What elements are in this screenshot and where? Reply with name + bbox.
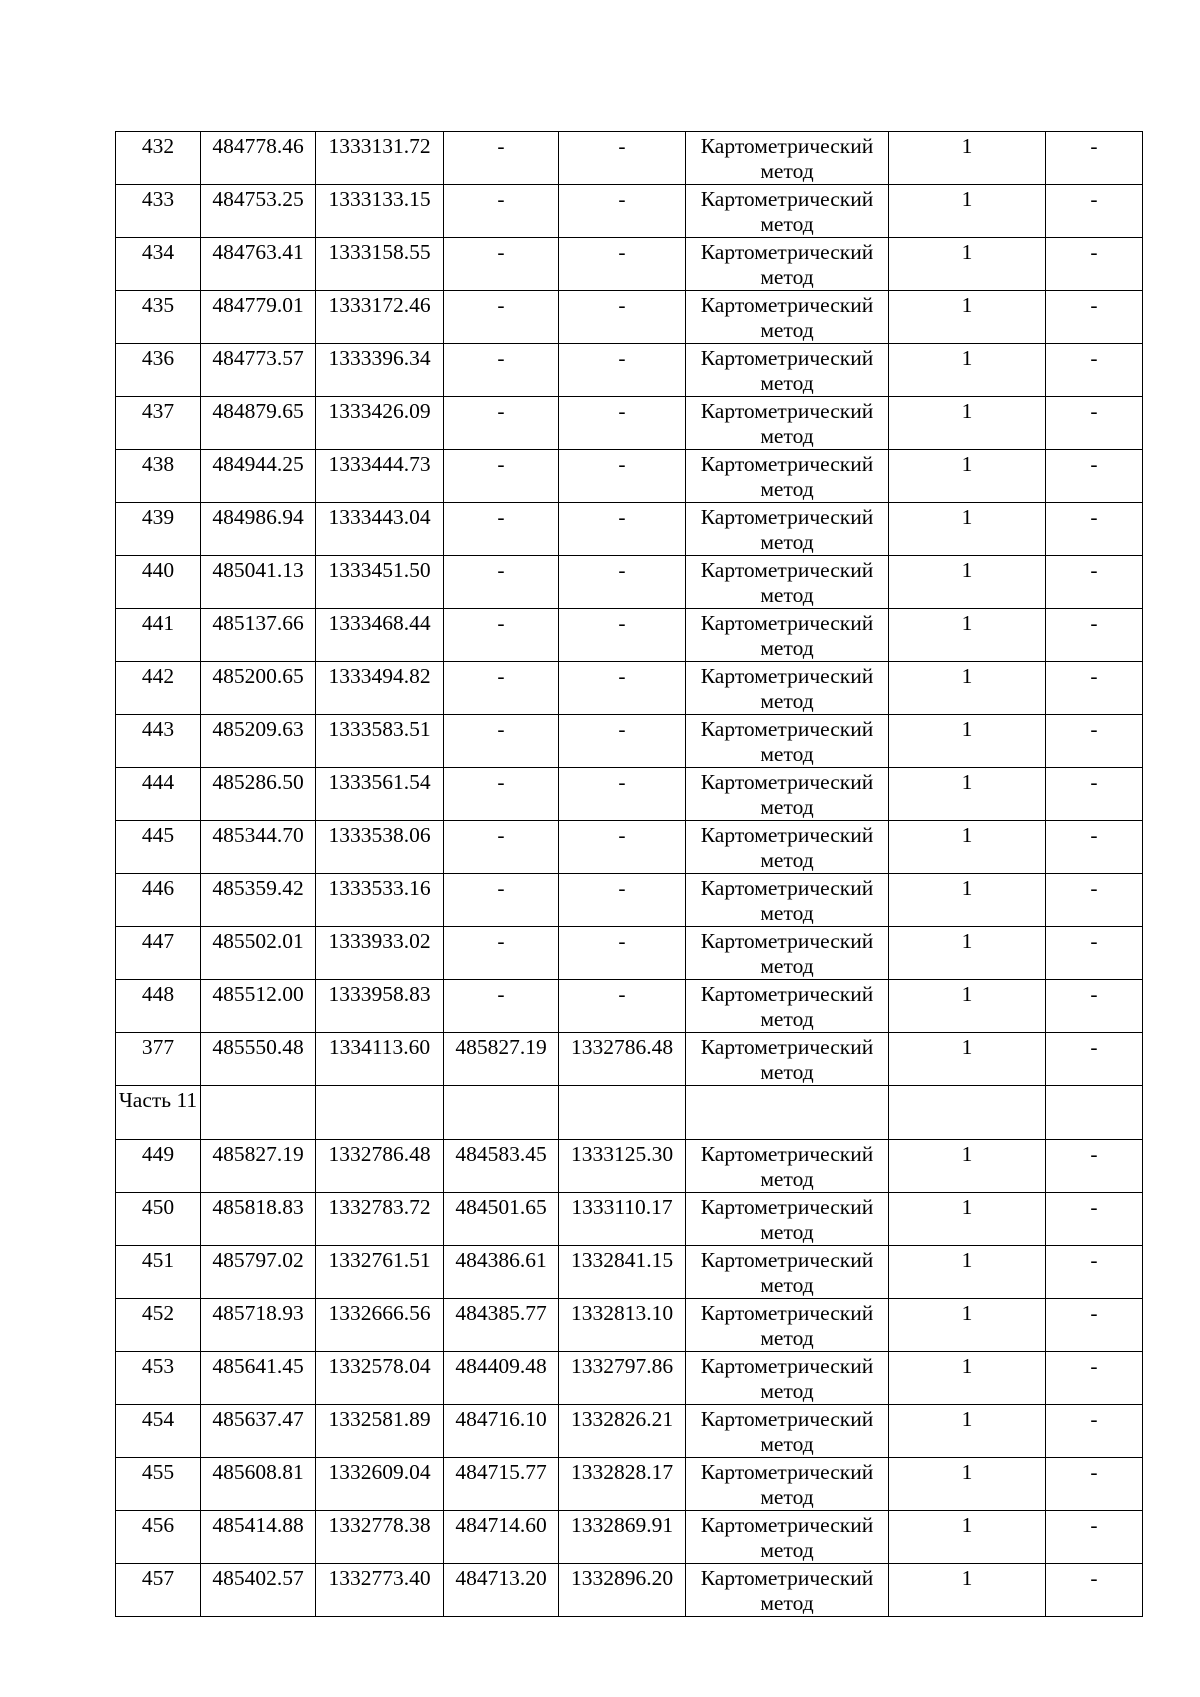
x-coordinate-cell: 485137.66: [201, 609, 316, 662]
part-header-row: [116, 1086, 1143, 1140]
description-cell: -: [1046, 768, 1143, 821]
point-number-cell: 436: [116, 344, 201, 397]
description-cell: -: [1046, 450, 1143, 503]
description-cell: -: [1046, 1564, 1143, 1617]
accuracy-cell: 1: [889, 344, 1046, 397]
method-cell: Картометрический метод: [686, 238, 889, 291]
table-row: [116, 397, 1143, 450]
method-cell: Картометрический метод: [686, 397, 889, 450]
table-row: [116, 662, 1143, 715]
y-coordinate-cell: 1333538.06: [316, 821, 444, 874]
point-number-cell: 455: [116, 1458, 201, 1511]
point-number-cell: 432: [116, 132, 201, 185]
accuracy-cell: 1: [889, 1352, 1046, 1405]
accuracy-cell: 1: [889, 503, 1046, 556]
y-coordinate-cell: 1333158.55: [316, 238, 444, 291]
x-coordinate-cell: 484779.01: [201, 291, 316, 344]
part-title-cell: Часть 11: [116, 1086, 201, 1140]
method-cell: Картометрический метод: [686, 344, 889, 397]
method-cell: Картометрический метод: [686, 185, 889, 238]
y-coordinate-cell: 1332761.51: [316, 1246, 444, 1299]
method-cell: Картометрический метод: [686, 1352, 889, 1405]
table-row: [116, 1564, 1143, 1617]
accuracy-cell: 1: [889, 1033, 1046, 1086]
method-cell: Картометрический метод: [686, 1033, 889, 1086]
accuracy-cell: 1: [889, 238, 1046, 291]
description-cell: -: [1046, 821, 1143, 874]
x-old-coordinate-cell: 484714.60: [444, 1511, 559, 1564]
point-number-cell: 457: [116, 1564, 201, 1617]
description-cell: -: [1046, 1140, 1143, 1193]
point-number-cell: 449: [116, 1140, 201, 1193]
accuracy-cell: 1: [889, 1458, 1046, 1511]
method-cell: Картометрический метод: [686, 132, 889, 185]
description-cell: -: [1046, 1246, 1143, 1299]
y-old-coordinate-cell: 1332786.48: [559, 1033, 686, 1086]
point-number-cell: 446: [116, 874, 201, 927]
method-cell: Картометрический метод: [686, 715, 889, 768]
accuracy-cell: 1: [889, 1246, 1046, 1299]
description-cell: -: [1046, 1352, 1143, 1405]
x-old-coordinate-cell: -: [444, 715, 559, 768]
table-row: [116, 768, 1143, 821]
x-coordinate-cell: 485827.19: [201, 1140, 316, 1193]
description-cell: -: [1046, 185, 1143, 238]
accuracy-cell: 1: [889, 927, 1046, 980]
y-coordinate-cell: 1332578.04: [316, 1352, 444, 1405]
table-row: [116, 1405, 1143, 1458]
y-old-coordinate-cell: -: [559, 344, 686, 397]
method-cell: Картометрический метод: [686, 609, 889, 662]
y-old-coordinate-cell: -: [559, 132, 686, 185]
point-number-cell: 435: [116, 291, 201, 344]
table-row: [116, 1299, 1143, 1352]
x-coordinate-cell: 484753.25: [201, 185, 316, 238]
y-coordinate-cell: 1332609.04: [316, 1458, 444, 1511]
y-coordinate-cell: 1333533.16: [316, 874, 444, 927]
description-cell: -: [1046, 715, 1143, 768]
x-coordinate-cell: 485718.93: [201, 1299, 316, 1352]
x-old-coordinate-cell: -: [444, 768, 559, 821]
accuracy-cell: 1: [889, 1299, 1046, 1352]
y-old-coordinate-cell: -: [559, 927, 686, 980]
y-old-coordinate-cell: -: [559, 503, 686, 556]
y-old-coordinate-cell: 1333110.17: [559, 1193, 686, 1246]
point-number-cell: 443: [116, 715, 201, 768]
method-cell: Картометрический метод: [686, 1405, 889, 1458]
y-old-coordinate-cell: 1332826.21: [559, 1405, 686, 1458]
accuracy-cell: 1: [889, 768, 1046, 821]
x-old-coordinate-cell: 484386.61: [444, 1246, 559, 1299]
x-coordinate-cell: 485200.65: [201, 662, 316, 715]
method-cell: Картометрический метод: [686, 874, 889, 927]
y-coordinate-cell: 1333958.83: [316, 980, 444, 1033]
method-cell: Картометрический метод: [686, 821, 889, 874]
table-row: [116, 1511, 1143, 1564]
y-old-coordinate-cell: 1332828.17: [559, 1458, 686, 1511]
y-coordinate-cell: 1333131.72: [316, 132, 444, 185]
x-coordinate-cell: 484763.41: [201, 238, 316, 291]
accuracy-cell: 1: [889, 556, 1046, 609]
accuracy-cell: 1: [889, 662, 1046, 715]
description-cell: -: [1046, 556, 1143, 609]
point-number-cell: 452: [116, 1299, 201, 1352]
x-old-coordinate-cell: 484583.45: [444, 1140, 559, 1193]
y-old-coordinate-cell: 1333125.30: [559, 1140, 686, 1193]
y-coordinate-cell: 1333133.15: [316, 185, 444, 238]
empty-cell: [889, 1086, 1046, 1140]
x-coordinate-cell: 485209.63: [201, 715, 316, 768]
coordinates-table: [115, 131, 1143, 1617]
description-cell: -: [1046, 980, 1143, 1033]
table-row: [116, 1033, 1143, 1086]
empty-cell: [444, 1086, 559, 1140]
y-old-coordinate-cell: -: [559, 662, 686, 715]
point-number-cell: 444: [116, 768, 201, 821]
point-number-cell: 437: [116, 397, 201, 450]
y-coordinate-cell: 1332778.38: [316, 1511, 444, 1564]
table-row: [116, 1193, 1143, 1246]
x-old-coordinate-cell: -: [444, 874, 559, 927]
empty-cell: [316, 1086, 444, 1140]
method-cell: Картометрический метод: [686, 1458, 889, 1511]
x-old-coordinate-cell: -: [444, 450, 559, 503]
table-row: [116, 874, 1143, 927]
x-coordinate-cell: 485502.01: [201, 927, 316, 980]
table-row: [116, 291, 1143, 344]
y-old-coordinate-cell: -: [559, 185, 686, 238]
description-cell: -: [1046, 1033, 1143, 1086]
x-old-coordinate-cell: -: [444, 132, 559, 185]
description-cell: -: [1046, 874, 1143, 927]
y-old-coordinate-cell: -: [559, 821, 686, 874]
x-coordinate-cell: 485550.48: [201, 1033, 316, 1086]
x-coordinate-cell: 485641.45: [201, 1352, 316, 1405]
x-coordinate-cell: 484944.25: [201, 450, 316, 503]
y-coordinate-cell: 1333172.46: [316, 291, 444, 344]
accuracy-cell: 1: [889, 450, 1046, 503]
empty-cell: [559, 1086, 686, 1140]
table-row: [116, 715, 1143, 768]
x-old-coordinate-cell: 484713.20: [444, 1564, 559, 1617]
method-cell: Картометрический метод: [686, 1140, 889, 1193]
table-row: [116, 1352, 1143, 1405]
point-number-cell: 440: [116, 556, 201, 609]
y-coordinate-cell: 1333444.73: [316, 450, 444, 503]
method-cell: Картометрический метод: [686, 768, 889, 821]
y-old-coordinate-cell: 1332813.10: [559, 1299, 686, 1352]
y-coordinate-cell: 1334113.60: [316, 1033, 444, 1086]
point-number-cell: 453: [116, 1352, 201, 1405]
description-cell: -: [1046, 1511, 1143, 1564]
y-coordinate-cell: 1333396.34: [316, 344, 444, 397]
accuracy-cell: 1: [889, 1511, 1046, 1564]
x-coordinate-cell: 485512.00: [201, 980, 316, 1033]
accuracy-cell: 1: [889, 1193, 1046, 1246]
point-number-cell: 439: [116, 503, 201, 556]
y-coordinate-cell: 1333494.82: [316, 662, 444, 715]
x-coordinate-cell: 485637.47: [201, 1405, 316, 1458]
point-number-cell: 454: [116, 1405, 201, 1458]
x-old-coordinate-cell: 484716.10: [444, 1405, 559, 1458]
y-old-coordinate-cell: 1332841.15: [559, 1246, 686, 1299]
x-old-coordinate-cell: -: [444, 609, 559, 662]
x-coordinate-cell: 484986.94: [201, 503, 316, 556]
table-row: [116, 609, 1143, 662]
method-cell: Картометрический метод: [686, 450, 889, 503]
method-cell: Картометрический метод: [686, 556, 889, 609]
table-row: [116, 185, 1143, 238]
x-coordinate-cell: 485402.57: [201, 1564, 316, 1617]
empty-cell: [201, 1086, 316, 1140]
method-cell: Картометрический метод: [686, 503, 889, 556]
x-coordinate-cell: 485344.70: [201, 821, 316, 874]
description-cell: -: [1046, 238, 1143, 291]
y-old-coordinate-cell: -: [559, 715, 686, 768]
y-old-coordinate-cell: -: [559, 874, 686, 927]
x-old-coordinate-cell: 485827.19: [444, 1033, 559, 1086]
x-coordinate-cell: 484773.57: [201, 344, 316, 397]
y-old-coordinate-cell: 1332797.86: [559, 1352, 686, 1405]
x-old-coordinate-cell: -: [444, 344, 559, 397]
description-cell: -: [1046, 344, 1143, 397]
point-number-cell: 438: [116, 450, 201, 503]
table-row: [116, 238, 1143, 291]
x-coordinate-cell: 484778.46: [201, 132, 316, 185]
accuracy-cell: 1: [889, 291, 1046, 344]
method-cell: Картометрический метод: [686, 980, 889, 1033]
table-row: [116, 450, 1143, 503]
y-coordinate-cell: 1332581.89: [316, 1405, 444, 1458]
point-number-cell: 450: [116, 1193, 201, 1246]
method-cell: Картометрический метод: [686, 662, 889, 715]
empty-cell: [686, 1086, 889, 1140]
x-coordinate-cell: 485041.13: [201, 556, 316, 609]
method-cell: Картометрический метод: [686, 1564, 889, 1617]
description-cell: -: [1046, 503, 1143, 556]
x-coordinate-cell: 484879.65: [201, 397, 316, 450]
table-row: [116, 556, 1143, 609]
y-coordinate-cell: 1333443.04: [316, 503, 444, 556]
x-old-coordinate-cell: -: [444, 185, 559, 238]
table-row: [116, 344, 1143, 397]
accuracy-cell: 1: [889, 715, 1046, 768]
x-old-coordinate-cell: -: [444, 397, 559, 450]
y-old-coordinate-cell: -: [559, 980, 686, 1033]
description-cell: -: [1046, 132, 1143, 185]
table-row: [116, 503, 1143, 556]
point-number-cell: 442: [116, 662, 201, 715]
x-coordinate-cell: 485608.81: [201, 1458, 316, 1511]
description-cell: -: [1046, 1458, 1143, 1511]
table-row: [116, 980, 1143, 1033]
accuracy-cell: 1: [889, 397, 1046, 450]
x-old-coordinate-cell: 484501.65: [444, 1193, 559, 1246]
table-row: [116, 1246, 1143, 1299]
method-cell: Картометрический метод: [686, 1511, 889, 1564]
accuracy-cell: 1: [889, 1405, 1046, 1458]
x-old-coordinate-cell: -: [444, 556, 559, 609]
description-cell: -: [1046, 291, 1143, 344]
method-cell: Картометрический метод: [686, 927, 889, 980]
table-row: [116, 927, 1143, 980]
description-cell: -: [1046, 662, 1143, 715]
x-old-coordinate-cell: -: [444, 238, 559, 291]
x-old-coordinate-cell: -: [444, 980, 559, 1033]
accuracy-cell: 1: [889, 1140, 1046, 1193]
y-coordinate-cell: 1333426.09: [316, 397, 444, 450]
description-cell: -: [1046, 1299, 1143, 1352]
point-number-cell: 448: [116, 980, 201, 1033]
y-coordinate-cell: 1333468.44: [316, 609, 444, 662]
y-old-coordinate-cell: 1332869.91: [559, 1511, 686, 1564]
y-coordinate-cell: 1333933.02: [316, 927, 444, 980]
x-coordinate-cell: 485797.02: [201, 1246, 316, 1299]
y-coordinate-cell: 1332786.48: [316, 1140, 444, 1193]
x-old-coordinate-cell: 484409.48: [444, 1352, 559, 1405]
y-old-coordinate-cell: -: [559, 609, 686, 662]
description-cell: -: [1046, 927, 1143, 980]
table-row: [116, 1140, 1143, 1193]
x-old-coordinate-cell: -: [444, 503, 559, 556]
y-old-coordinate-cell: -: [559, 397, 686, 450]
x-old-coordinate-cell: 484385.77: [444, 1299, 559, 1352]
y-coordinate-cell: 1332773.40: [316, 1564, 444, 1617]
accuracy-cell: 1: [889, 980, 1046, 1033]
y-old-coordinate-cell: -: [559, 768, 686, 821]
x-old-coordinate-cell: -: [444, 662, 559, 715]
y-old-coordinate-cell: 1332896.20: [559, 1564, 686, 1617]
y-coordinate-cell: 1332783.72: [316, 1193, 444, 1246]
point-number-cell: 433: [116, 185, 201, 238]
table-row: [116, 821, 1143, 874]
empty-cell: [1046, 1086, 1143, 1140]
accuracy-cell: 1: [889, 874, 1046, 927]
point-number-cell: 441: [116, 609, 201, 662]
y-coordinate-cell: 1333583.51: [316, 715, 444, 768]
accuracy-cell: 1: [889, 132, 1046, 185]
x-coordinate-cell: 485359.42: [201, 874, 316, 927]
method-cell: Картометрический метод: [686, 1193, 889, 1246]
method-cell: Картометрический метод: [686, 1299, 889, 1352]
point-number-cell: 456: [116, 1511, 201, 1564]
description-cell: -: [1046, 609, 1143, 662]
method-cell: Картометрический метод: [686, 1246, 889, 1299]
x-old-coordinate-cell: 484715.77: [444, 1458, 559, 1511]
y-old-coordinate-cell: -: [559, 238, 686, 291]
accuracy-cell: 1: [889, 821, 1046, 874]
point-number-cell: 377: [116, 1033, 201, 1086]
y-old-coordinate-cell: -: [559, 556, 686, 609]
table-row: [116, 1458, 1143, 1511]
x-old-coordinate-cell: -: [444, 927, 559, 980]
accuracy-cell: 1: [889, 609, 1046, 662]
description-cell: -: [1046, 1193, 1143, 1246]
x-coordinate-cell: 485286.50: [201, 768, 316, 821]
x-coordinate-cell: 485414.88: [201, 1511, 316, 1564]
point-number-cell: 445: [116, 821, 201, 874]
method-cell: Картометрический метод: [686, 291, 889, 344]
y-coordinate-cell: 1332666.56: [316, 1299, 444, 1352]
point-number-cell: 451: [116, 1246, 201, 1299]
y-coordinate-cell: 1333451.50: [316, 556, 444, 609]
description-cell: -: [1046, 1405, 1143, 1458]
point-number-cell: 434: [116, 238, 201, 291]
y-coordinate-cell: 1333561.54: [316, 768, 444, 821]
x-old-coordinate-cell: -: [444, 291, 559, 344]
point-number-cell: 447: [116, 927, 201, 980]
table-row: [116, 132, 1143, 185]
y-old-coordinate-cell: -: [559, 291, 686, 344]
coordinates-table-body: [116, 132, 1143, 1617]
accuracy-cell: 1: [889, 185, 1046, 238]
y-old-coordinate-cell: -: [559, 450, 686, 503]
accuracy-cell: 1: [889, 1564, 1046, 1617]
x-old-coordinate-cell: -: [444, 821, 559, 874]
description-cell: -: [1046, 397, 1143, 450]
x-coordinate-cell: 485818.83: [201, 1193, 316, 1246]
